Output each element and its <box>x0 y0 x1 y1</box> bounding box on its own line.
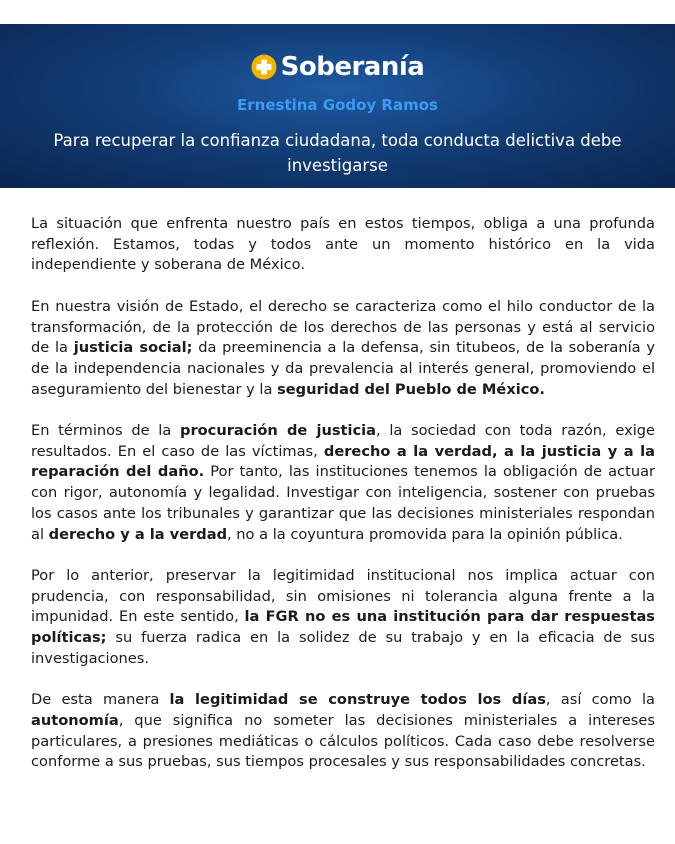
article-paragraph <box>31 214 655 276</box>
paragraph-text: En términos de la <box>31 422 180 439</box>
paragraph-text: De esta manera <box>31 691 170 709</box>
paragraph-text: Por lo anterior, preservar la legitimidad institucional nos implica actuar con prudencia, con responsabilidad, sin omisiones ni tolerancia alguna frente a la impunidad. En este sentido, <box>31 566 655 626</box>
emphasis-text: derecho a la verdad, a la justicia y a la reparación del daño. <box>31 442 656 481</box>
brand-logo[interactable] <box>0 52 675 82</box>
emphasis-text: la legitimidad se construye todos los días <box>169 691 546 709</box>
article-paragraph <box>31 566 655 670</box>
header-banner <box>0 24 675 188</box>
paragraph-text: , la sociedad con toda razón, exige resultados. En el caso de las víctimas, <box>31 422 655 460</box>
article-paragraph <box>31 297 655 401</box>
article-paragraph <box>31 421 655 545</box>
paragraph-text: , no a la coyuntura promovida para la opinión pública. <box>227 525 623 543</box>
emphasis-text: la FGR no es una institución para dar respuestas políticas; <box>31 608 655 647</box>
emphasis-text: procuración de justicia <box>180 422 376 439</box>
emphasis-text: seguridad del Pueblo de México. <box>277 380 545 398</box>
plus-circle-icon <box>251 54 277 80</box>
emphasis-text: autonomía <box>31 711 119 729</box>
brand-name: Soberanía <box>280 52 425 82</box>
paragraph-text: , que significa no someter las decisiones ministeriales a intereses particulares, a presiones mediáticas o cálculos políticos. Cada caso debe resolverse conforme a sus pruebas, sus tiempos procesales y sus responsabilidades concretas. <box>31 711 655 771</box>
paragraph-text: La situación que enfrenta nuestro país en estos tiempos, obliga a una profunda reflexión. Estamos, todas y todos ante un momento histórico en la vida independiente y soberana de México. <box>31 215 655 274</box>
paragraph-text: , así como la <box>545 691 655 709</box>
paragraph-text: Por tanto, las instituciones tenemos la obligación de actuar con rigor, autonomía y legalidad. Investigar con inteligencia, sostener con pruebas los casos ante los tribunales y garantizar que las decisiones ministeriales respondan al <box>31 463 656 543</box>
emphasis-text: justicia social; <box>73 339 193 357</box>
paragraph-text: su fuerza radica en la solidez de su trabajo y en la eficacia de sus investigaciones. <box>31 629 655 667</box>
article-paragraph <box>31 690 655 773</box>
emphasis-text: derecho y a la verdad <box>48 525 228 543</box>
author-name[interactable]: Ernestina Godoy Ramos <box>237 96 438 114</box>
paragraph-text: da preeminencia a la defensa, sin titubeos, de la soberanía y de la independencia nacionales y da prevalencia al interés general, promoviendo el aseguramiento del bienestar y la <box>31 339 655 398</box>
article-body <box>31 214 655 794</box>
article-headline: Para recuperar la confianza ciudadana, toda conducta delictiva debe investigarse <box>53 131 622 175</box>
paragraph-text: En nuestra visión de Estado, el derecho se caracteriza como el hilo conductor de la transformación, de la protección de los derechos de las personas y está al servicio de la <box>31 297 655 357</box>
